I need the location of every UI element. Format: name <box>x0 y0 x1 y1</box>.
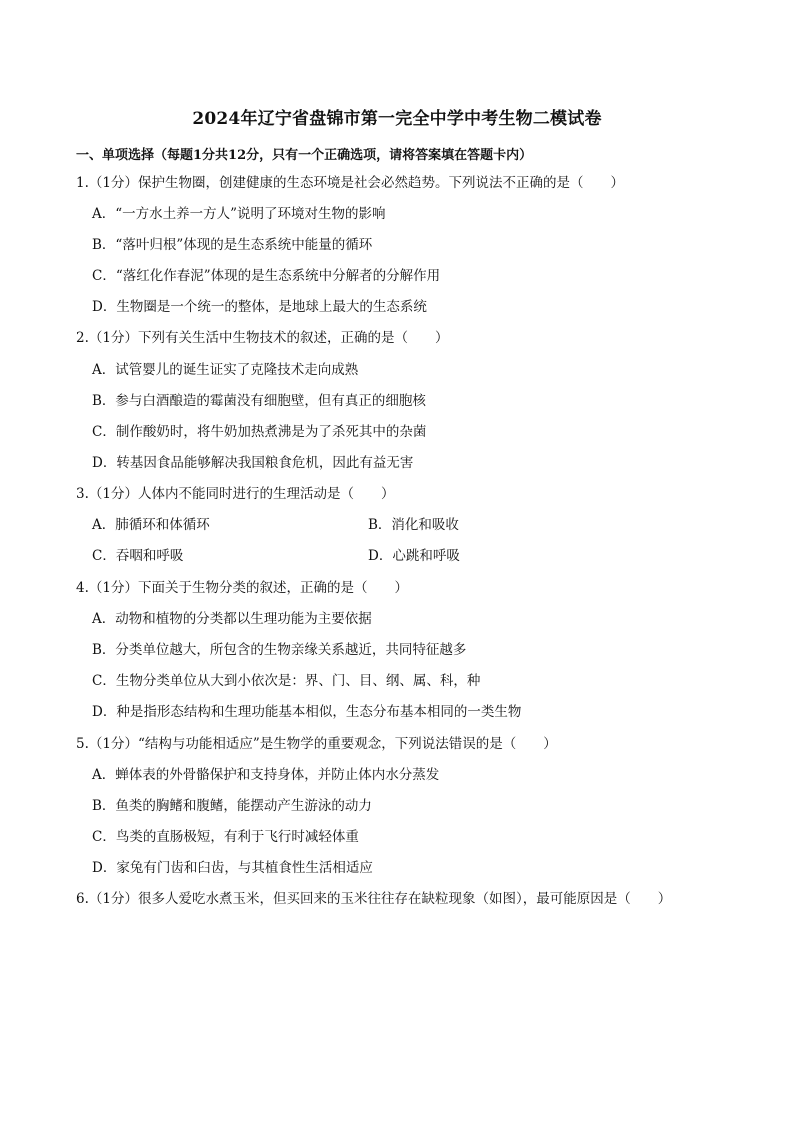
question-2-option-b: B．参与白酒酿造的霉菌没有细胞壁，但有真正的细胞核 <box>92 393 426 409</box>
question-1-option-b: B．“落叶归根”体现的是生态系统中能量的循环 <box>92 237 373 253</box>
question-2-option-a: A．试管婴儿的诞生证实了克隆技术走向成熟 <box>92 362 359 378</box>
question-3-option-a: A．肺循环和体循环 <box>92 517 210 533</box>
question-4-option-b: B．分类单位越大，所包含的生物亲缘关系越近，共同特征越多 <box>92 642 467 658</box>
question-6-stem: 6.（1分）很多人爱吃水煮玉米，但买回来的玉米往往存在缺粒现象（如图），最可能原因是（ ） <box>76 891 672 907</box>
question-5-option-b: B．鱼类的胸鳍和腹鳍，能摆动产生游泳的动力 <box>92 798 372 814</box>
question-4-option-c: C．生物分类单位从大到小依次是：界、门、目、纲、属、科，种 <box>92 673 481 689</box>
question-5-option-d: D．家兔有门齿和臼齿，与其植食性生活相适应 <box>92 860 373 876</box>
question-3-option-b: B．消化和吸收 <box>368 517 459 533</box>
question-5-stem: 5.（1分）“结构与功能相适应”是生物学的重要观念，下列说法错误的是（ ） <box>76 736 557 752</box>
question-1-option-c: C．“落红化作春泥”体现的是生态系统中分解者的分解作用 <box>92 268 441 284</box>
question-3-stem: 3.（1分）人体内不能同时进行的生理活动是（ ） <box>76 486 395 502</box>
question-5-option-c: C．鸟类的直肠极短，有利于飞行时减轻体重 <box>92 829 359 845</box>
page-title: 2024年辽宁省盘锦市第一完全中学中考生物二模试卷 <box>192 109 602 129</box>
question-2-option-c: C．制作酸奶时，将牛奶加热煮沸是为了杀死其中的杂菌 <box>92 424 427 440</box>
question-1-stem: 1.（1分）保护生物圈，创建健康的生态环境是社会必然趋势。下列说法不正确的是（ ） <box>76 175 624 191</box>
section-heading: 一、单项选择（每题1分共12分，只有一个正确选项，请将答案填在答题卡内） <box>76 148 533 163</box>
question-4-stem: 4.（1分）下面关于生物分类的叙述，正确的是（ ） <box>76 580 408 596</box>
question-4-option-a: A．动物和植物的分类都以生理功能为主要依据 <box>92 611 372 627</box>
question-5-option-a: A．蝉体表的外骨骼保护和支持身体，并防止体内水分蒸发 <box>92 767 440 783</box>
question-3-option-d: D．心跳和呼吸 <box>368 548 460 564</box>
question-2-option-d: D．转基因食品能够解决我国粮食危机，因此有益无害 <box>92 455 414 471</box>
question-1-option-d: D．生物圈是一个统一的整体，是地球上最大的生态系统 <box>92 299 427 315</box>
question-2-stem: 2.（1分）下列有关生活中生物技术的叙述，正确的是（ ） <box>76 330 449 346</box>
question-3-option-c: C．吞咽和呼吸 <box>92 548 184 564</box>
question-4-option-d: D．种是指形态结构和生理功能基本相似，生态分布基本相同的一类生物 <box>92 704 522 720</box>
question-1-option-a: A．“一方水土养一方人”说明了环境对生物的影响 <box>92 206 386 222</box>
